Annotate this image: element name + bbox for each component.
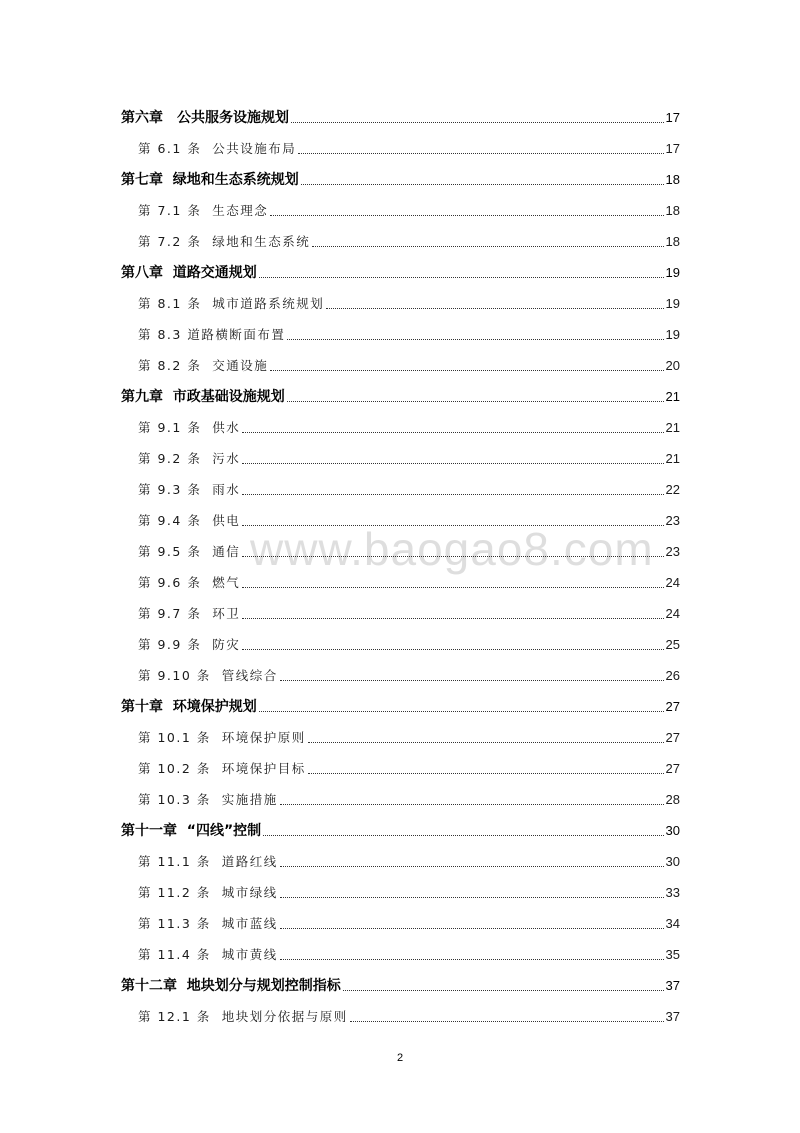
toc-entry-label: 第七章 绿地和生态系统规划 xyxy=(121,172,299,188)
dot-leader xyxy=(287,338,663,340)
toc-entry-page: 18 xyxy=(665,172,680,187)
toc-entry-label: 第 6.1 条 公共设施布局 xyxy=(138,141,297,156)
toc-section-entry[interactable] xyxy=(121,623,680,654)
toc-entry-page: 21 xyxy=(665,389,680,404)
toc-section-entry[interactable] xyxy=(121,282,680,313)
toc-entry-page: 17 xyxy=(665,110,680,125)
dot-leader xyxy=(242,431,663,433)
toc-entry-label: 第 8.2 条 交通设施 xyxy=(138,358,269,373)
toc-entry-page: 24 xyxy=(665,606,680,621)
toc-section-entry[interactable] xyxy=(121,313,680,344)
dot-leader xyxy=(270,369,663,371)
toc-chapter-entry[interactable] xyxy=(121,158,680,189)
dot-leader xyxy=(242,586,663,588)
toc-entry-label: 第 9.9 条 防灾 xyxy=(138,637,241,652)
toc-section-entry[interactable] xyxy=(121,747,680,778)
toc-entry-page: 27 xyxy=(665,730,680,745)
dot-leader xyxy=(280,865,664,867)
toc-section-entry[interactable] xyxy=(121,654,680,685)
dot-leader xyxy=(280,958,664,960)
dot-leader xyxy=(280,927,664,929)
toc-chapter-entry[interactable] xyxy=(121,809,680,840)
toc-entry-page: 37 xyxy=(665,1009,680,1024)
toc-section-entry[interactable] xyxy=(121,406,680,437)
toc-chapter-entry[interactable] xyxy=(121,964,680,995)
toc-entry-label: 第 7.1 条 生态理念 xyxy=(138,203,269,218)
dot-leader xyxy=(301,183,664,185)
toc-entry-page: 23 xyxy=(665,513,680,528)
toc-entry-label: 第十二章 地块划分与规划控制指标 xyxy=(121,978,341,994)
dot-leader xyxy=(280,803,664,805)
dot-leader xyxy=(242,493,663,495)
toc-entry-page: 21 xyxy=(665,420,680,435)
dot-leader xyxy=(270,214,663,216)
toc-section-entry[interactable] xyxy=(121,561,680,592)
toc-entry-page: 18 xyxy=(665,203,680,218)
toc-entry-label: 第十章 环境保护规划 xyxy=(121,699,257,715)
toc-entry-label: 第十一章 “四线”控制 xyxy=(121,823,262,839)
toc-entry-label: 第 10.2 条 环境保护目标 xyxy=(138,761,306,776)
toc-entry-page: 25 xyxy=(665,637,680,652)
toc-entry-page: 30 xyxy=(665,854,680,869)
toc-section-entry[interactable] xyxy=(121,995,680,1026)
toc-section-entry[interactable] xyxy=(121,220,680,251)
toc-entry-label: 第 7.2 条 绿地和生态系统 xyxy=(138,234,311,249)
toc-entry-page: 18 xyxy=(665,234,680,249)
toc-entry-label: 第 12.1 条 地块划分依据与原则 xyxy=(138,1009,348,1024)
toc-entry-page: 33 xyxy=(665,885,680,900)
toc-section-entry[interactable] xyxy=(121,437,680,468)
dot-leader xyxy=(263,834,663,836)
toc-entry-label: 第 9.3 条 雨水 xyxy=(138,482,241,497)
toc-entry-label: 第 8.3 道路横断面布置 xyxy=(138,327,286,342)
toc-entry-page: 19 xyxy=(665,327,680,342)
toc-entry-page: 35 xyxy=(665,947,680,962)
dot-leader xyxy=(308,741,664,743)
toc-entry-page: 34 xyxy=(665,916,680,931)
toc-entry-label: 第 9.5 条 通信 xyxy=(138,544,241,559)
dot-leader xyxy=(291,121,664,123)
toc-entry-label: 第 11.3 条 城市蓝线 xyxy=(138,916,278,931)
toc-entry-page: 30 xyxy=(665,823,680,838)
toc-entry-page: 24 xyxy=(665,575,680,590)
toc-chapter-entry[interactable] xyxy=(121,251,680,282)
toc-entry-page: 17 xyxy=(665,141,680,156)
toc-entry-label: 第 9.10 条 管线综合 xyxy=(138,668,278,683)
toc-section-entry[interactable] xyxy=(121,778,680,809)
toc-entry-page: 27 xyxy=(665,761,680,776)
toc-chapter-entry[interactable] xyxy=(121,375,680,406)
table-of-contents xyxy=(121,96,680,1026)
toc-chapter-entry[interactable] xyxy=(121,685,680,716)
toc-entry-label: 第 9.6 条 燃气 xyxy=(138,575,241,590)
toc-entry-label: 第 10.1 条 环境保护原则 xyxy=(138,730,306,745)
toc-section-entry[interactable] xyxy=(121,127,680,158)
dot-leader xyxy=(350,1020,664,1022)
toc-entry-label: 第八章 道路交通规划 xyxy=(121,265,257,281)
dot-leader xyxy=(280,679,664,681)
dot-leader xyxy=(242,648,663,650)
toc-section-entry[interactable] xyxy=(121,840,680,871)
toc-entry-page: 26 xyxy=(665,668,680,683)
dot-leader xyxy=(287,400,664,402)
toc-section-entry[interactable] xyxy=(121,468,680,499)
toc-entry-label: 第 10.3 条 实施措施 xyxy=(138,792,278,807)
toc-section-entry[interactable] xyxy=(121,902,680,933)
toc-section-entry[interactable] xyxy=(121,933,680,964)
dot-leader xyxy=(259,710,664,712)
dot-leader xyxy=(242,555,663,557)
toc-entry-page: 27 xyxy=(665,699,680,714)
dot-leader xyxy=(343,989,664,991)
toc-section-entry[interactable] xyxy=(121,592,680,623)
toc-entry-page: 19 xyxy=(665,296,680,311)
toc-entry-page: 19 xyxy=(665,265,680,280)
dot-leader xyxy=(280,896,664,898)
watermark: www.baogao8.com xyxy=(250,523,654,575)
toc-entry-page: 22 xyxy=(665,482,680,497)
toc-section-entry[interactable] xyxy=(121,499,680,530)
dot-leader xyxy=(242,617,663,619)
toc-entry-label: 第 11.4 条 城市黄线 xyxy=(138,947,278,962)
toc-entry-label: 第 8.1 条 城市道路系统规划 xyxy=(138,296,325,311)
dot-leader xyxy=(242,462,663,464)
toc-entry-label: 第 9.2 条 污水 xyxy=(138,451,241,466)
dot-leader xyxy=(308,772,664,774)
toc-section-entry[interactable] xyxy=(121,716,680,747)
toc-entry-label: 第 11.2 条 城市绿线 xyxy=(138,885,278,900)
toc-entry-label: 第六章 公共服务设施规划 xyxy=(121,110,289,126)
dot-leader xyxy=(326,307,663,309)
toc-chapter-entry[interactable] xyxy=(121,96,680,127)
dot-leader xyxy=(298,152,663,154)
toc-entry-label: 第 9.4 条 供电 xyxy=(138,513,241,528)
toc-entry-label: 第 11.1 条 道路红线 xyxy=(138,854,278,869)
toc-entry-label: 第 9.1 条 供水 xyxy=(138,420,241,435)
toc-entry-page: 20 xyxy=(665,358,680,373)
toc-section-entry[interactable] xyxy=(121,189,680,220)
dot-leader xyxy=(312,245,663,247)
page-number: 2 xyxy=(396,1052,404,1064)
toc-entry-page: 28 xyxy=(665,792,680,807)
toc-section-entry[interactable] xyxy=(121,530,680,561)
toc-entry-page: 23 xyxy=(665,544,680,559)
dot-leader xyxy=(259,276,664,278)
toc-entry-label: 第九章 市政基础设施规划 xyxy=(121,389,285,405)
toc-entry-page: 21 xyxy=(665,451,680,466)
toc-entry-page: 37 xyxy=(665,978,680,993)
toc-entry-label: 第 9.7 条 环卫 xyxy=(138,606,241,621)
toc-section-entry[interactable] xyxy=(121,871,680,902)
toc-section-entry[interactable] xyxy=(121,344,680,375)
dot-leader xyxy=(242,524,663,526)
